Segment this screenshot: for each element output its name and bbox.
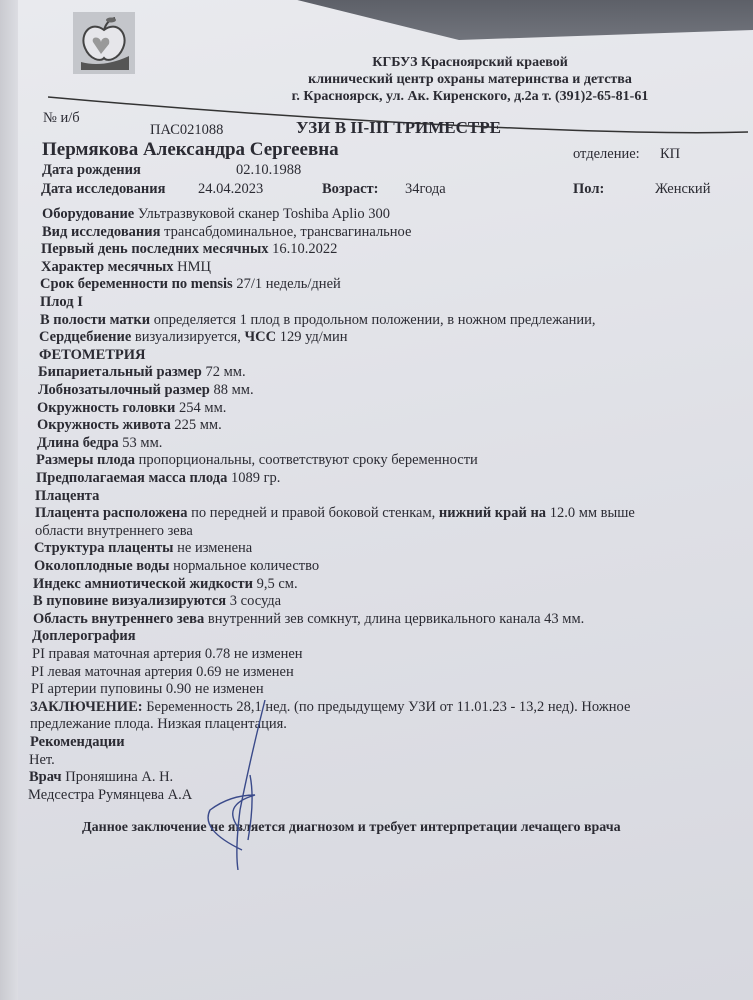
row-value: PI левая маточная артерия 0.69 не изменен xyxy=(31,664,294,680)
row-value: 9,5 см. xyxy=(256,576,298,592)
row-value: 254 мм. xyxy=(179,400,227,416)
header-line-3: г. Красноярск, ул. Ак. Киренского, д.2а т. (391)2-65-81-61 xyxy=(291,89,649,104)
report-row xyxy=(29,769,173,785)
row-label: В пуповине визуализируются xyxy=(33,593,227,609)
row-value: Медсестра Румянцева А.А xyxy=(28,787,193,803)
report-row xyxy=(34,540,252,556)
report-row xyxy=(29,752,55,768)
report-row xyxy=(41,241,337,257)
exam-date-label: Дата исследования xyxy=(41,181,166,197)
row-label: ФЕТОМЕТРИЯ xyxy=(39,347,146,363)
row-value: 53 мм. xyxy=(122,435,163,451)
report-row xyxy=(35,523,193,539)
row-label: Размеры плода xyxy=(36,452,135,468)
patient-name: Пермякова Александра Сергеевна xyxy=(42,139,339,160)
row-value: визуализируется, xyxy=(134,329,241,345)
row-value: не изменена xyxy=(177,540,253,556)
row-label: В полости матки xyxy=(40,312,151,328)
row-value: области внутреннего зева xyxy=(35,523,193,539)
report-row xyxy=(30,699,630,715)
row-value-2: 129 уд/мин xyxy=(279,329,348,345)
report-row xyxy=(33,576,298,592)
report-row xyxy=(42,224,411,240)
row-label: Индекс амниотической жидкости xyxy=(33,576,253,592)
report-row xyxy=(42,206,390,222)
report-row xyxy=(28,787,192,803)
report-row xyxy=(35,505,635,521)
row-value: 1089 гр. xyxy=(230,470,281,486)
row-label: Плацента xyxy=(35,488,100,504)
row-value: определяется 1 плод в продольном положении, в ножном предлежании, xyxy=(153,312,596,328)
age-label: Возраст: xyxy=(322,181,379,197)
report-row xyxy=(38,382,254,398)
report-row xyxy=(41,259,211,275)
report-row xyxy=(33,611,584,627)
row-label: Первый день последних месячных xyxy=(41,241,269,257)
report-row xyxy=(37,417,222,433)
row-label: Оборудование xyxy=(42,206,135,222)
row-value: предлежание плода. Низкая плацентация. xyxy=(30,716,287,732)
row-label: Окружность живота xyxy=(37,417,171,433)
report-row xyxy=(39,347,146,363)
row-value: 16.10.2022 xyxy=(272,241,338,257)
clinic-logo xyxy=(73,12,135,74)
row-label: Структура плаценты xyxy=(34,540,174,556)
row-label: Вид исследования xyxy=(42,224,161,240)
record-label: № и/б xyxy=(43,110,80,126)
row-label: Длина бедра xyxy=(37,435,119,451)
page-edge xyxy=(0,0,18,1000)
doctor-signature xyxy=(180,700,300,870)
row-label: ЗАКЛЮЧЕНИЕ: xyxy=(30,699,143,715)
report-row xyxy=(38,364,246,380)
report-row xyxy=(40,294,83,310)
report-row xyxy=(35,488,99,504)
report-row xyxy=(37,400,226,416)
report-row xyxy=(37,435,162,451)
report-row xyxy=(33,593,281,609)
row-value: 88 мм. xyxy=(213,382,254,398)
row-value: 225 мм. xyxy=(174,417,222,433)
record-number: ПАС021088 xyxy=(150,122,224,138)
report-row xyxy=(32,628,136,644)
header-line-1: КГБУЗ Красноярский краевой xyxy=(372,55,568,70)
header-line-2: клинический центр охраны материнства и детства xyxy=(308,72,632,87)
row-label: Сердцебиение xyxy=(39,329,132,345)
report-row xyxy=(36,452,478,468)
report-row xyxy=(39,329,348,345)
row-value-2: 12.0 мм выше xyxy=(549,505,635,521)
row-label-2: нижний край на xyxy=(438,505,547,521)
row-value: нормальное количество xyxy=(173,558,320,574)
report-row xyxy=(36,470,280,486)
row-value: Проняшина А. Н. xyxy=(65,769,174,785)
age-value: 34года xyxy=(405,181,446,197)
report-row xyxy=(32,646,303,662)
row-label: Лобнозатылочный размер xyxy=(38,382,210,398)
report-row xyxy=(30,734,125,750)
report-row xyxy=(40,276,341,292)
department-value: КП xyxy=(660,146,681,162)
row-label: Срок беременности по mensis xyxy=(40,276,233,292)
row-value: Беременность 28,1 нед. (по предыдущему УЗИ от 11.01.23 - 13,2 нед). Ножное xyxy=(146,699,631,715)
row-value: Ультразвуковой сканер Toshiba Aplio 300 xyxy=(137,206,390,222)
report-row xyxy=(40,312,596,328)
birth-value: 02.10.1988 xyxy=(236,162,302,178)
sex-label: Пол: xyxy=(573,181,605,197)
row-label: Характер месячных xyxy=(41,259,174,275)
row-value: PI артерии пуповины 0.90 не изменен xyxy=(31,681,264,697)
sex-value: Женский xyxy=(655,181,711,197)
row-value: внутренний зев сомкнут, длина цервикального канала 43 мм. xyxy=(207,611,585,627)
department-label: отделение: xyxy=(573,146,640,162)
row-label: Доплерография xyxy=(32,628,136,644)
disclaimer: Данное заключение не является диагнозом и требует интерпретации лечащего врача xyxy=(82,820,621,835)
row-label: Окружность головки xyxy=(37,400,176,416)
row-label: Область внутреннего зева xyxy=(33,611,205,627)
row-value: пропорциональны, соответствуют сроку беременности xyxy=(138,452,478,468)
birth-label: Дата рождения xyxy=(42,162,141,178)
row-label: Врач xyxy=(29,769,62,785)
exam-date-value: 24.04.2023 xyxy=(198,181,264,197)
row-label-2: ЧСС xyxy=(244,329,277,345)
row-value: PI правая маточная артерия 0.78 не изменен xyxy=(32,646,303,662)
row-value: по передней и правой боковой стенкам, xyxy=(191,505,436,521)
row-label: Плод I xyxy=(40,294,83,310)
row-label: Плацента расположена xyxy=(35,505,188,521)
report-row xyxy=(31,681,264,697)
row-label: Бипариетальный размер xyxy=(38,364,202,380)
report-row xyxy=(34,558,319,574)
row-value: трансабдоминальное, трансвагинальное xyxy=(164,224,412,240)
row-value: 3 сосуда xyxy=(229,593,282,609)
row-label: Предполагаемая масса плода xyxy=(36,470,228,486)
row-label: Рекомендации xyxy=(30,734,125,750)
row-value: НМЦ xyxy=(177,259,211,275)
row-value: 27/1 недель/дней xyxy=(236,276,341,292)
page-title: УЗИ В II-III ТРИМЕСТРЕ xyxy=(296,118,501,137)
row-value: Нет. xyxy=(29,752,55,768)
report-row xyxy=(31,664,294,680)
row-label: Околоплодные воды xyxy=(34,558,170,574)
row-value: 72 мм. xyxy=(205,364,246,380)
